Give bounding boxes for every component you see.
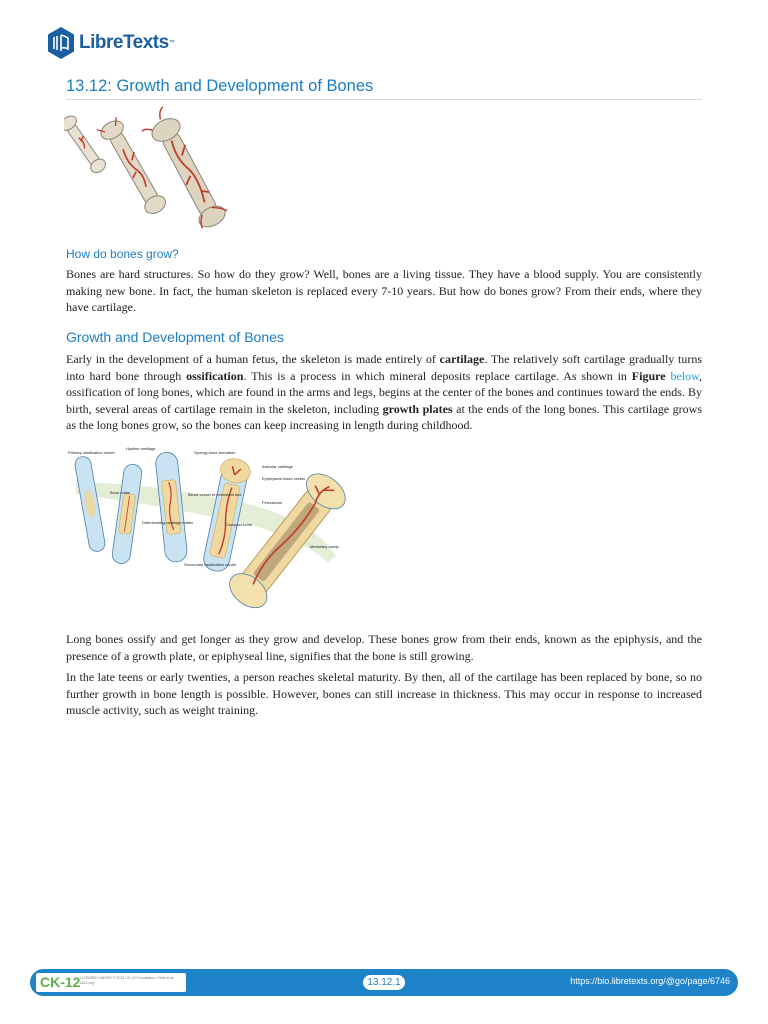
label-deteriorating-cartilage: Deteriorating cartilage matrix: [142, 520, 194, 525]
label-epiphyseal-vessel: Epiphyseal blood vessel: [262, 476, 305, 481]
maturity-paragraph: In the late teens or early twenties, a person reaches skeletal maturity. By then, all of the cartilage has been replaced by bone, so no further growth in bone length is possible. However, bones can still increase in thickness. This may occur in response to increased muscle activity, such as weight training.: [66, 670, 702, 718]
page-number: 13.12.1: [363, 975, 405, 990]
label-medullary-cavity: Medullary cavity: [310, 544, 339, 549]
figure-below-link[interactable]: below: [670, 368, 699, 383]
label-blood-vessel: Blood vessel of periosteal bud: [188, 492, 242, 497]
label-spongy-bone: Spongy bone formation: [194, 450, 236, 455]
label-periosteum: Periosteum: [262, 500, 283, 505]
logo-trademark: ™: [168, 40, 175, 46]
section-paragraph: Early in the development of a human fetus, the skeleton is made entirely of cartilage. The relatively soft cartilage gradually turns into hard bone through ossification. This is a process in which mineral deposits replace cartilage. As shown in Figure below, ossification of long bones, which are found in the arms and legs, begins at the center of the bones and continues toward the ends. By birth, several areas of cartilage remain in the skeleton, including growth plates at the ends of the long bones. This cartilage grows as the long bones grow, so the bones can keep increasing in length during childhood.: [66, 352, 703, 433]
label-primary-ossification: Primary ossification center: [68, 450, 115, 455]
page-footer: [30, 969, 738, 996]
ossify-paragraph: Long bones ossify and get longer as they grow and develop. These bones grow from their ends, known as the epiphysis, and the presence of a growth plate, or epiphyseal line, signifies that the bone is still growing.: [66, 632, 702, 663]
label-secondary-ossification: Secondary ossification center: [184, 562, 237, 567]
section-heading: Growth and Development of Bones: [66, 329, 284, 345]
bones-illustration: [64, 106, 238, 234]
label-bone-collar: Bone collar: [110, 490, 131, 495]
page-title: 13.12: Growth and Development of Bones: [66, 77, 702, 100]
term-growth-plates: growth plates: [382, 401, 453, 416]
question-heading: How do bones grow?: [66, 247, 179, 261]
ossification-diagram: [66, 444, 348, 616]
term-ossification: ossification: [186, 368, 244, 383]
intro-paragraph: Bones are hard structures. So how do they grow? Well, bones are a living tissue. They have a blood supply. You are consistently making new bone. In fact, the human skeleton is replaced every 7-10 years. But how do bones grow? From their ends, where they have cartilage.: [66, 267, 702, 315]
label-hyaline-cartilage: Hyaline cartilage: [126, 446, 156, 451]
page-url[interactable]: https://bio.libretexts.org/@go/page/6746: [570, 976, 730, 986]
logo-wordmark: LibreTexts: [79, 32, 169, 53]
libretexts-logo-icon: [46, 26, 76, 60]
license-text: LICENSED UNDER © 2013 CK-12 Foundation • Visit us at ck12.org: [80, 976, 174, 985]
ck12-logo: CK-12: [40, 974, 81, 990]
label-compact-bone: Compact bone: [226, 522, 253, 527]
term-cartilage: cartilage: [439, 352, 485, 366]
term-figure: Figure: [631, 368, 666, 383]
libretexts-logo[interactable]: [46, 26, 175, 60]
label-articular-cartilage: Articular cartilage: [262, 464, 293, 469]
ck12-license-badge[interactable]: [36, 973, 186, 992]
